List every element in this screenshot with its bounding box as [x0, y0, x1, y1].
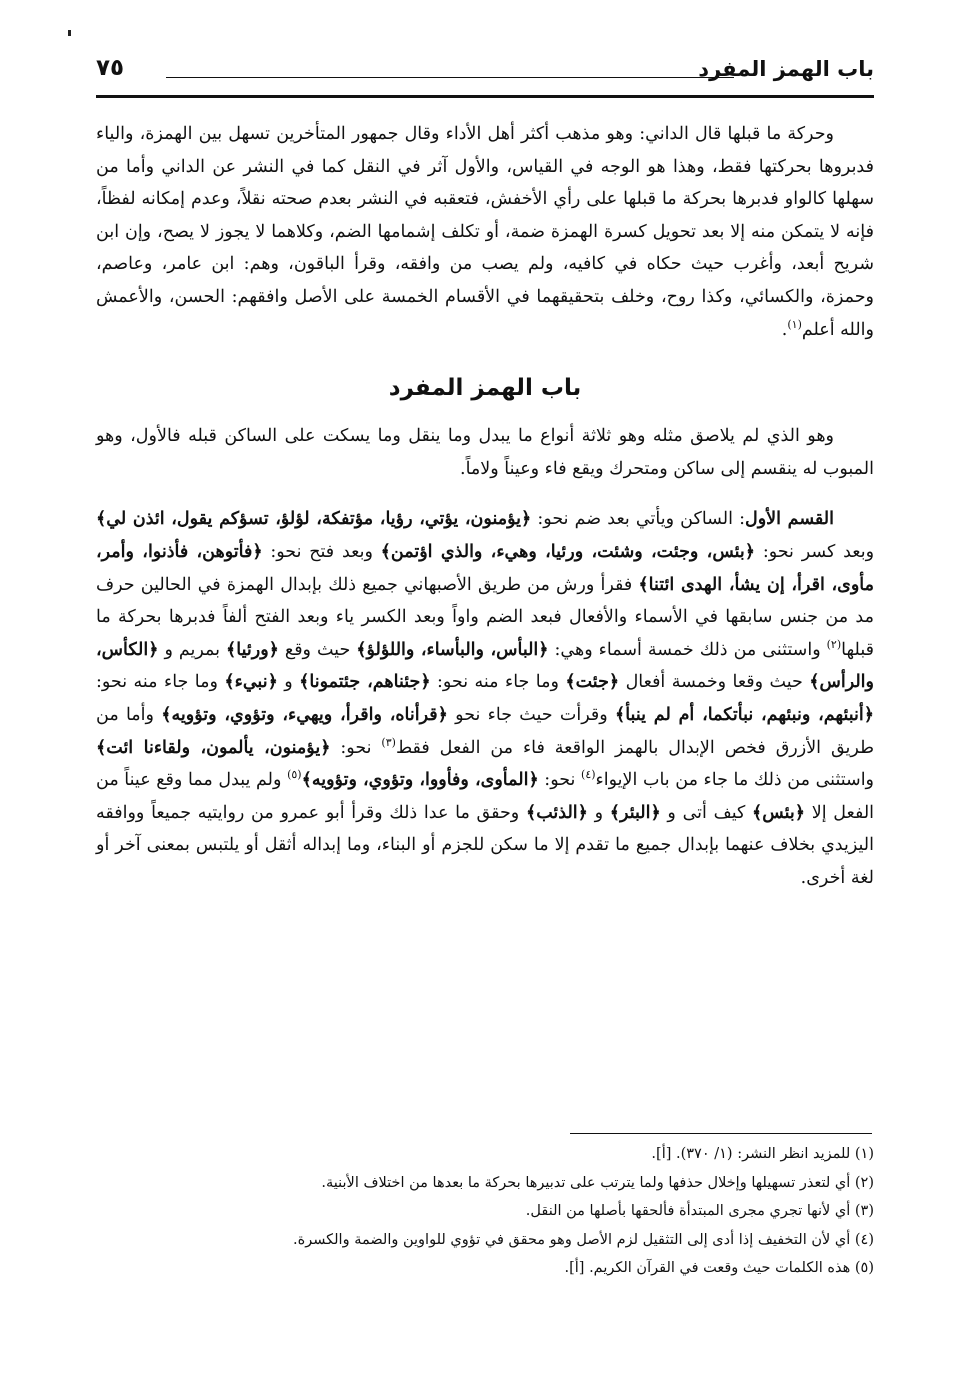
- footnote-ref-3: (٣): [381, 735, 396, 749]
- quran-quote: ﴿البئر﴾: [609, 802, 661, 823]
- text-run: واستثنى من ذلك خمسة أسماء وهي:: [548, 639, 827, 660]
- scan-speck: [68, 30, 71, 36]
- quran-quote: ﴿قرأناه، واقرأ، ويهيء، وتؤوي، وتؤويه﴾: [161, 704, 448, 725]
- text-run: حيث وقعا وخمسة أفعال: [619, 672, 810, 693]
- text-run: نحو:: [538, 770, 582, 791]
- text-run: وحقق ما عدا ذلك وقرأ أبو عمرو من روايتيه جميعاً ووافقه اليزيدي بخلاف عنهما بإبدال جميع ما تقدم إلا ما سكن للجزم أو البناء، وما إبداله أثقل أو يلتبس بمعنى آخر أو لغة أخرى.: [96, 802, 874, 888]
- running-header: [96, 55, 874, 98]
- text-run: بمريم و: [158, 639, 226, 660]
- paragraph-1-text: وحركة ما قبلها قال الداني: وهو مذهب أكثر أهل الأداء وقال جمهور المتأخرين تسهل بين الهمزة، والياء فدبروها بحركتها فقط، وهذا هو الوجه في القياس، والأول آثر في النقل كما في النشر عن الداني وأما من سهلها كالواو فدبرها بحركة ما قبلها على رأي الأخفش، فتعقبه في النشر بعدم صحته نقلاً، وعدم إمكانه لفظاً، فإنه لا يتمكن منه إلا بعد تحويل كسرة الهمزة ضمة، أو تكلف إشمامها الضم، وكلاهما لا يجوز لا يصح، وإن ابن شريح أبعد، وأغرب حيث حكاه في كافيه، ولم يصب من وافقه، وقرأ الباقون، وهم: ابن عامر، وعاصم، وحمزة، والكسائي، وكذا روح، وخلف بتحقيقهما في الأقسام الخمسة على الأصل وافقهم: الحسن، والأعمش والله أعلم: [96, 124, 874, 340]
- header-chapter-title: باب الهمز المفرد: [698, 57, 874, 81]
- footnotes: [96, 1140, 874, 1283]
- header-rule: [166, 77, 734, 78]
- text-run: : الساكن ويأتي بعد ضم نحو:: [531, 509, 745, 530]
- footnote-2: (٢) أي لتعذر تسهيلها وإخلال حذفها ولما يترتب على تدبيرها بحركة ما بعدها من اختلاف الأبنية.: [321, 1174, 874, 1191]
- text-run: وما جاء منه نحو:: [430, 672, 566, 693]
- footnote-4: (٤) أي لأن التخفيف إذا أدى إلى التثقيل لزم الأصل وهو محقق في تؤوي للواوين والضمة والكسرة.: [292, 1231, 874, 1248]
- paragraph-1: [96, 118, 874, 346]
- text-run: وأما من طريق الأزرق فخص الإبدال بالهمز الواقعة فاء من الفعل فقط: [96, 704, 874, 758]
- section-heading: باب الهمز المفرد: [388, 375, 582, 402]
- footnote-ref-5: (٥): [287, 768, 302, 782]
- text-run: واستثنى من ذلك ما جاء من باب الإيواء: [595, 770, 875, 791]
- footnote-ref-1: (١): [787, 317, 802, 331]
- footnote-3: (٣) أي لأنها تجري مجرى المبتدأة فألحقها بأصلها من النقل.: [525, 1203, 874, 1220]
- quran-quote: ﴿نبيء﴾: [224, 672, 278, 693]
- quran-quote: ﴿يؤمنون، يألمون، ولقاءنا ائت﴾: [96, 737, 331, 758]
- text-run: وقرأت حيث جاء نحو: [447, 704, 615, 725]
- footnote-ref-2: (٢): [826, 637, 842, 651]
- text-run: حيث وقع: [278, 639, 357, 660]
- page-number: ٧٥: [96, 55, 125, 81]
- quran-quote: ﴿ورئيا﴾: [226, 639, 279, 660]
- quran-quote: ﴿بئس، وجئت، وشئت، ورئيا، وهيء، والذي اؤتمن﴾: [380, 541, 756, 562]
- quran-quote: ﴿جئناهم، جئتمونا﴾: [299, 672, 431, 693]
- text-run: و: [587, 802, 610, 823]
- text-run: وما جاء منه نحو:: [96, 672, 225, 693]
- text-run: نحو:: [330, 737, 382, 758]
- text-run: كيف أتى و: [660, 802, 753, 823]
- section-label: القسم الأول: [745, 509, 834, 530]
- quran-quote: ﴿أنبئهم، ونبئهم، نبأتكما، أم لم ينبأ﴾: [614, 704, 874, 725]
- quran-quote: ﴿فأتوهن، فأذنوا، وأمر، مأوى، اقرأ، إن يشأ، الهدى ائتنا﴾: [96, 541, 875, 595]
- quran-quote: ﴿الكأس، والرأس﴾: [96, 639, 874, 693]
- text-run: و: [277, 672, 300, 693]
- footnote-ref-4: (٤): [581, 768, 596, 782]
- footnote-5: (٥) هذه الكلمات حيث وقعت في القرآن الكريم. [أ].: [564, 1260, 874, 1277]
- paragraph-2: وهو الذي لم يلاصق مثله وهو ثلاثة أنواع ما يبدل وما ينقل وما يسكت على الساكن قبله فالأول، وهو المبوب له ينقسم إلى ساكن ومتحرك ويقع فاء وعيناً ولاماً.: [96, 426, 874, 479]
- quran-quote: ﴿يؤمنون، يؤتي، رؤيا، مؤتفكة، لؤلؤ، تسؤكم يقول، ائذن لي﴾: [96, 509, 532, 530]
- text-run: وبعد فتح نحو:: [262, 541, 381, 562]
- quran-quote: ﴿المأوى، وفأووا، وتؤوي، وتؤويه﴾: [301, 770, 539, 791]
- quran-quote: ﴿البأس، والبأساء، واللؤلؤ﴾: [356, 639, 549, 660]
- footnote-1: (١) للمزيد انظر النشر: (١/ ٣٧٠). [أ].: [651, 1146, 874, 1162]
- quran-quote: ﴿بئس﴾: [752, 802, 806, 823]
- text-run: ولم يبدل مما وقع عيناً من الفعل إلا: [96, 770, 875, 823]
- footnote-separator: [570, 1133, 872, 1134]
- text-run: فقرأ ورش من طريق الأصبهاني جميع ذلك بإبدال الهمزة في الحالين حرف مد من جنس سابقها في الأسماء والأفعال فبعد الضم واواً وبعد الكسر ياء وبعد الفتح ألفاً فدبرها بحركة ما قبلها: [96, 574, 874, 660]
- paragraph-3: [96, 503, 874, 894]
- text-run: وبعد كسر نحو:: [755, 541, 875, 562]
- main-text: [96, 118, 874, 894]
- paragraph-1-end: .: [781, 319, 788, 340]
- quran-quote: ﴿الذئب﴾: [525, 802, 588, 823]
- quran-quote: ﴿جئت﴾: [565, 672, 620, 693]
